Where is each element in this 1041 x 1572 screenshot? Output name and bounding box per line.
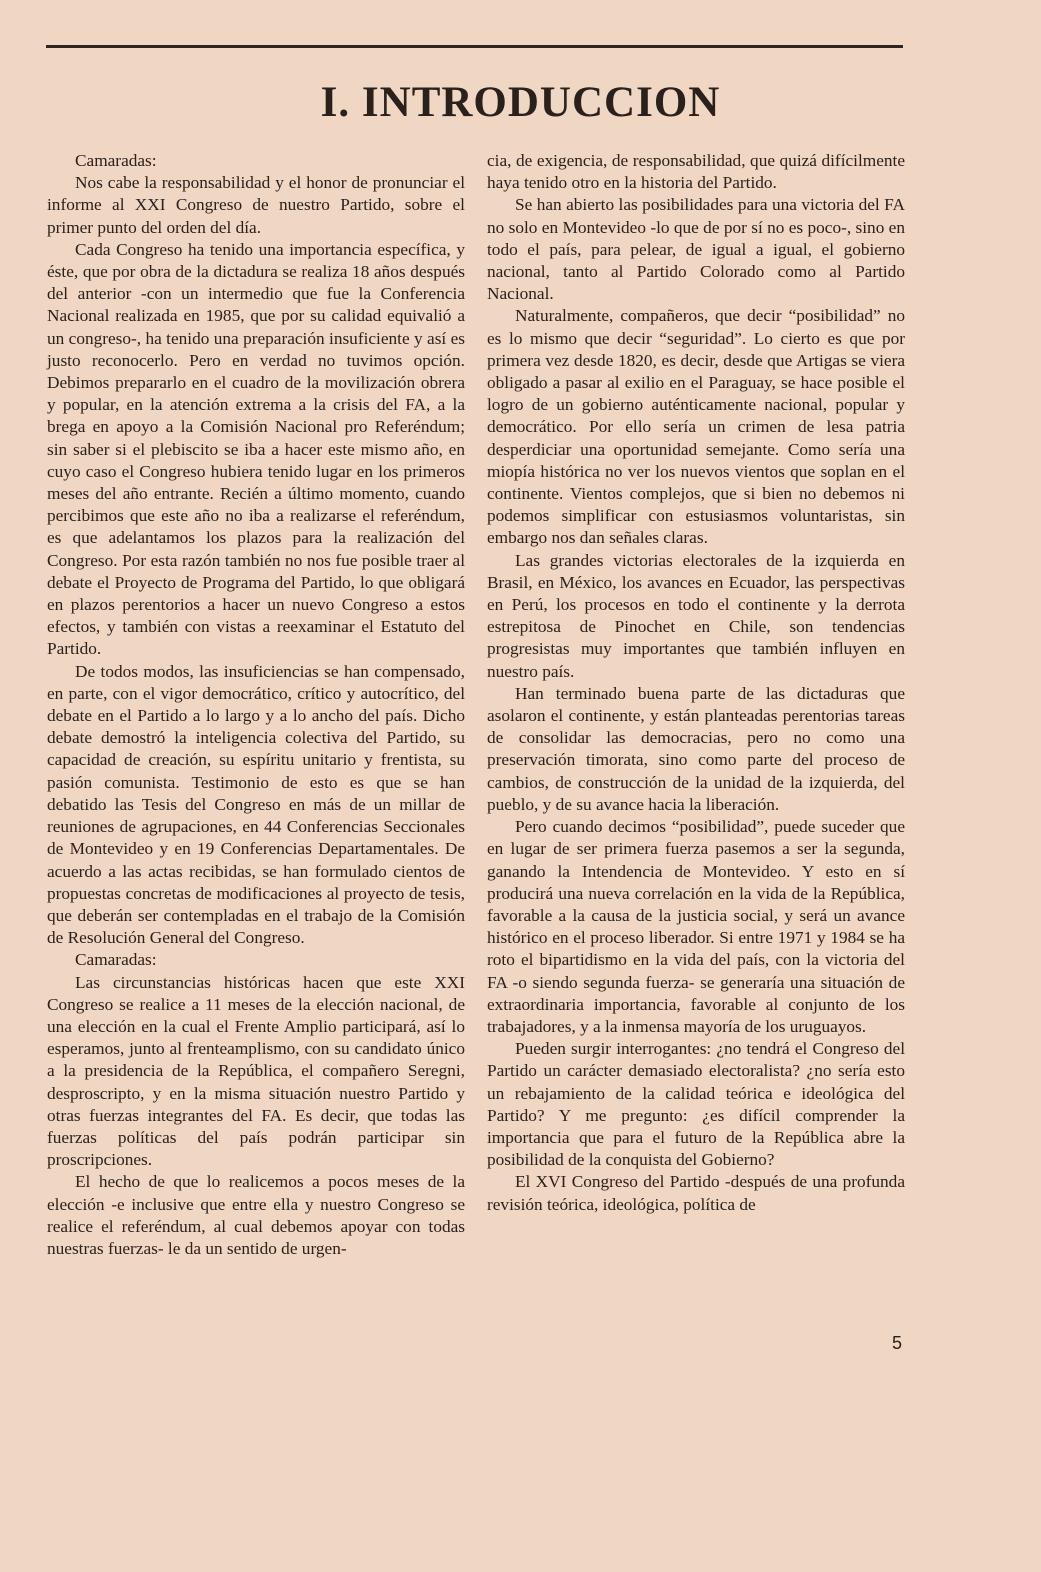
paragraph: Pero cuando decimos “posibilidad”, puede suceder que en lugar de ser primera fuerza pasemos a ser la segunda, ganando la Intendencia de Montevideo. Y esto en sí producirá una nueva correlación en la vida de la República, favorable a la causa de la justicia social, y será un avance histórico en el proceso liberador. Si entre 1971 y 1984 se ha roto el bipartidismo en la vida del país, con la victoria del FA -o siendo segunda fuerza- se generaría una situación de extraordinaria importancia, favorable al conjunto de los trabajadores, y a la inmensa mayoría de los uruguayos. — [487, 817, 905, 1036]
paragraph-continuation: cia, de exigencia, de responsabilidad, que quizá difícilmente haya tenido otro en la historia del Partido. — [487, 151, 905, 193]
paragraph: De todos modos, las insuficiencias se han compensado, en parte, con el vigor democrático, crítico y autocrítico, del debate en el Partido a lo largo y a lo ancho del país. Dicho debate demostró la inteligencia colectiva del Partido, su capacidad de creación, su espíritu unitario y frentista, su pasión comunista. Testimonio de esto es que se han debatido las Tesis del Congreso en más de un millar de reuniones de agrupaciones, en 44 Conferencias Seccionales de Montevideo y en 19 Conferencias Departamentales. De acuerdo a las actas recibidas, se han formulado cientos de propuestas concretas de modificaciones al proyecto de tesis, que deberán ser contempladas en el trabajo de la Comisión de Resolución General del Congreso. — [47, 661, 465, 948]
paragraph: Pueden surgir interrogantes: ¿no tendrá el Congreso del Partido un carácter demasiado electoralista? ¿no sería esto un rebajamiento de la calidad teórica e ideológica del Partido? Y me pregunto: ¿es difícil comprender la importancia que para el futuro de la República abre la posibilidad de la conquista del Gobierno? — [487, 1039, 905, 1170]
paragraph: Las grandes victorias electorales de la izquierda en Brasil, en México, los avances en Ecuador, las perspectivas en Perú, los procesos en todo el continente y la derrota estrepitosa de Pinochet en Chile, son tendencias progresistas muy importantes que también influyen en nuestro país. — [487, 550, 905, 681]
top-rule — [46, 45, 903, 48]
paragraph: Se han abierto las posibilidades para una victoria del FA no solo en Montevideo -lo que de por sí no es poco-, sino en todo el país, para pelear, de igual a igual, el gobierno nacional, tanto al Partido Colorado como al Partido Nacional. — [487, 195, 905, 304]
paragraph: Camaradas: — [75, 151, 157, 170]
paragraph: Han terminado buena parte de las dictaduras que asolaron el continente, y están planteadas perentorias tareas de consolidar las democracias, pero no como una preservación timorata, sino como parte del proceso de cambios, de construcción de la unidad de la izquierda, del pueblo, y de su avance hacia la liberación. — [487, 683, 905, 814]
paragraph: Naturalmente, compañeros, que decir “posibilidad” no es lo mismo que decir “seguridad”. Lo cierto es que por primera vez desde 1820, es decir, desde que Artigas se viera obligado a pasar al exilio en el Paraguay, se hace posible el logro de un gobierno auténticamente nacional, popular y democrático. Por ello sería un crimen de lesa patria desperdiciar una oportunidad semejante. Como sería una miopía histórica no ver los nuevos vientos que soplan en el continente. Vientos complejos, que si bien no debemos ni podemos simplificar con estusiasmos voluntaristas, sin embargo nos dan señales claras. — [487, 306, 905, 548]
paragraph: Cada Congreso ha tenido una importancia específica, y éste, que por obra de la dictadura se realiza 18 años después del anterior -con un intermedio que fue la Conferencia Nacional realizada en 1985, que por su calidad equivalió a un congreso-, ha tenido una preparación insuficiente y así es justo reconocerlo. Pero en verdad no tuvimos opción. Debimos prepararlo en el cuadro de la movilización obrera y popular, en la atención extrema a la crisis del FA, a la brega en apoyo a la Comisión Nacional pro Referéndum; sin saber si el plebiscito se iba a hacer este mismo año, en cuyo caso el Congreso hubiera tenido lugar en los primeros meses del año entrante. Recién a último momento, cuando percibimos que este año no iba a realizarse el referéndum, es que adelantamos los plazos para la realización del Congreso. Por esta razón también no nos fue posible traer al debate el Proyecto de Programa del Partido, lo que obligará en plazos perentorios a hacer un nuevo Congreso a estos efectos, y también con vistas a reexaminar el Estatuto del Partido. — [47, 239, 465, 659]
paragraph: Camaradas: — [75, 950, 157, 970]
right-column — [487, 150, 905, 1216]
paragraph: Las circunstancias históricas hacen que este XXI Congreso se realice a 11 meses de la elección nacional, de una elección en la cual el Frente Amplio participará, así lo esperamos, junto al frenteamplismo, con su candidato único a la presidencia de la República, el compañero Seregni, desproscripto, y en la misma situación nuestro Partido y otras fuerzas integrantes del FA. Es decir, que todas las fuerzas políticas del país podrán participar sin proscripciones. — [47, 972, 465, 1170]
paragraph: El hecho de que lo realicemos a pocos meses de la elección -e inclusive que entre ella y nuestro Congreso se realice el referéndum, al cual debemos apoyar con todas nuestras fuerzas- le da un sentido de urgen- — [47, 1172, 465, 1258]
page-number: 5 — [892, 1333, 903, 1353]
left-column — [47, 150, 465, 1260]
page-title: I. INTRODUCCION — [320, 79, 721, 126]
paragraph: El XVI Congreso del Partido -después de una profunda revisión teórica, ideológica, política de — [487, 1172, 905, 1214]
paragraph: Nos cabe la responsabilidad y el honor de pronunciar el informe al XXI Congreso de nuestro Partido, sobre el primer punto del orden del día. — [47, 173, 465, 237]
